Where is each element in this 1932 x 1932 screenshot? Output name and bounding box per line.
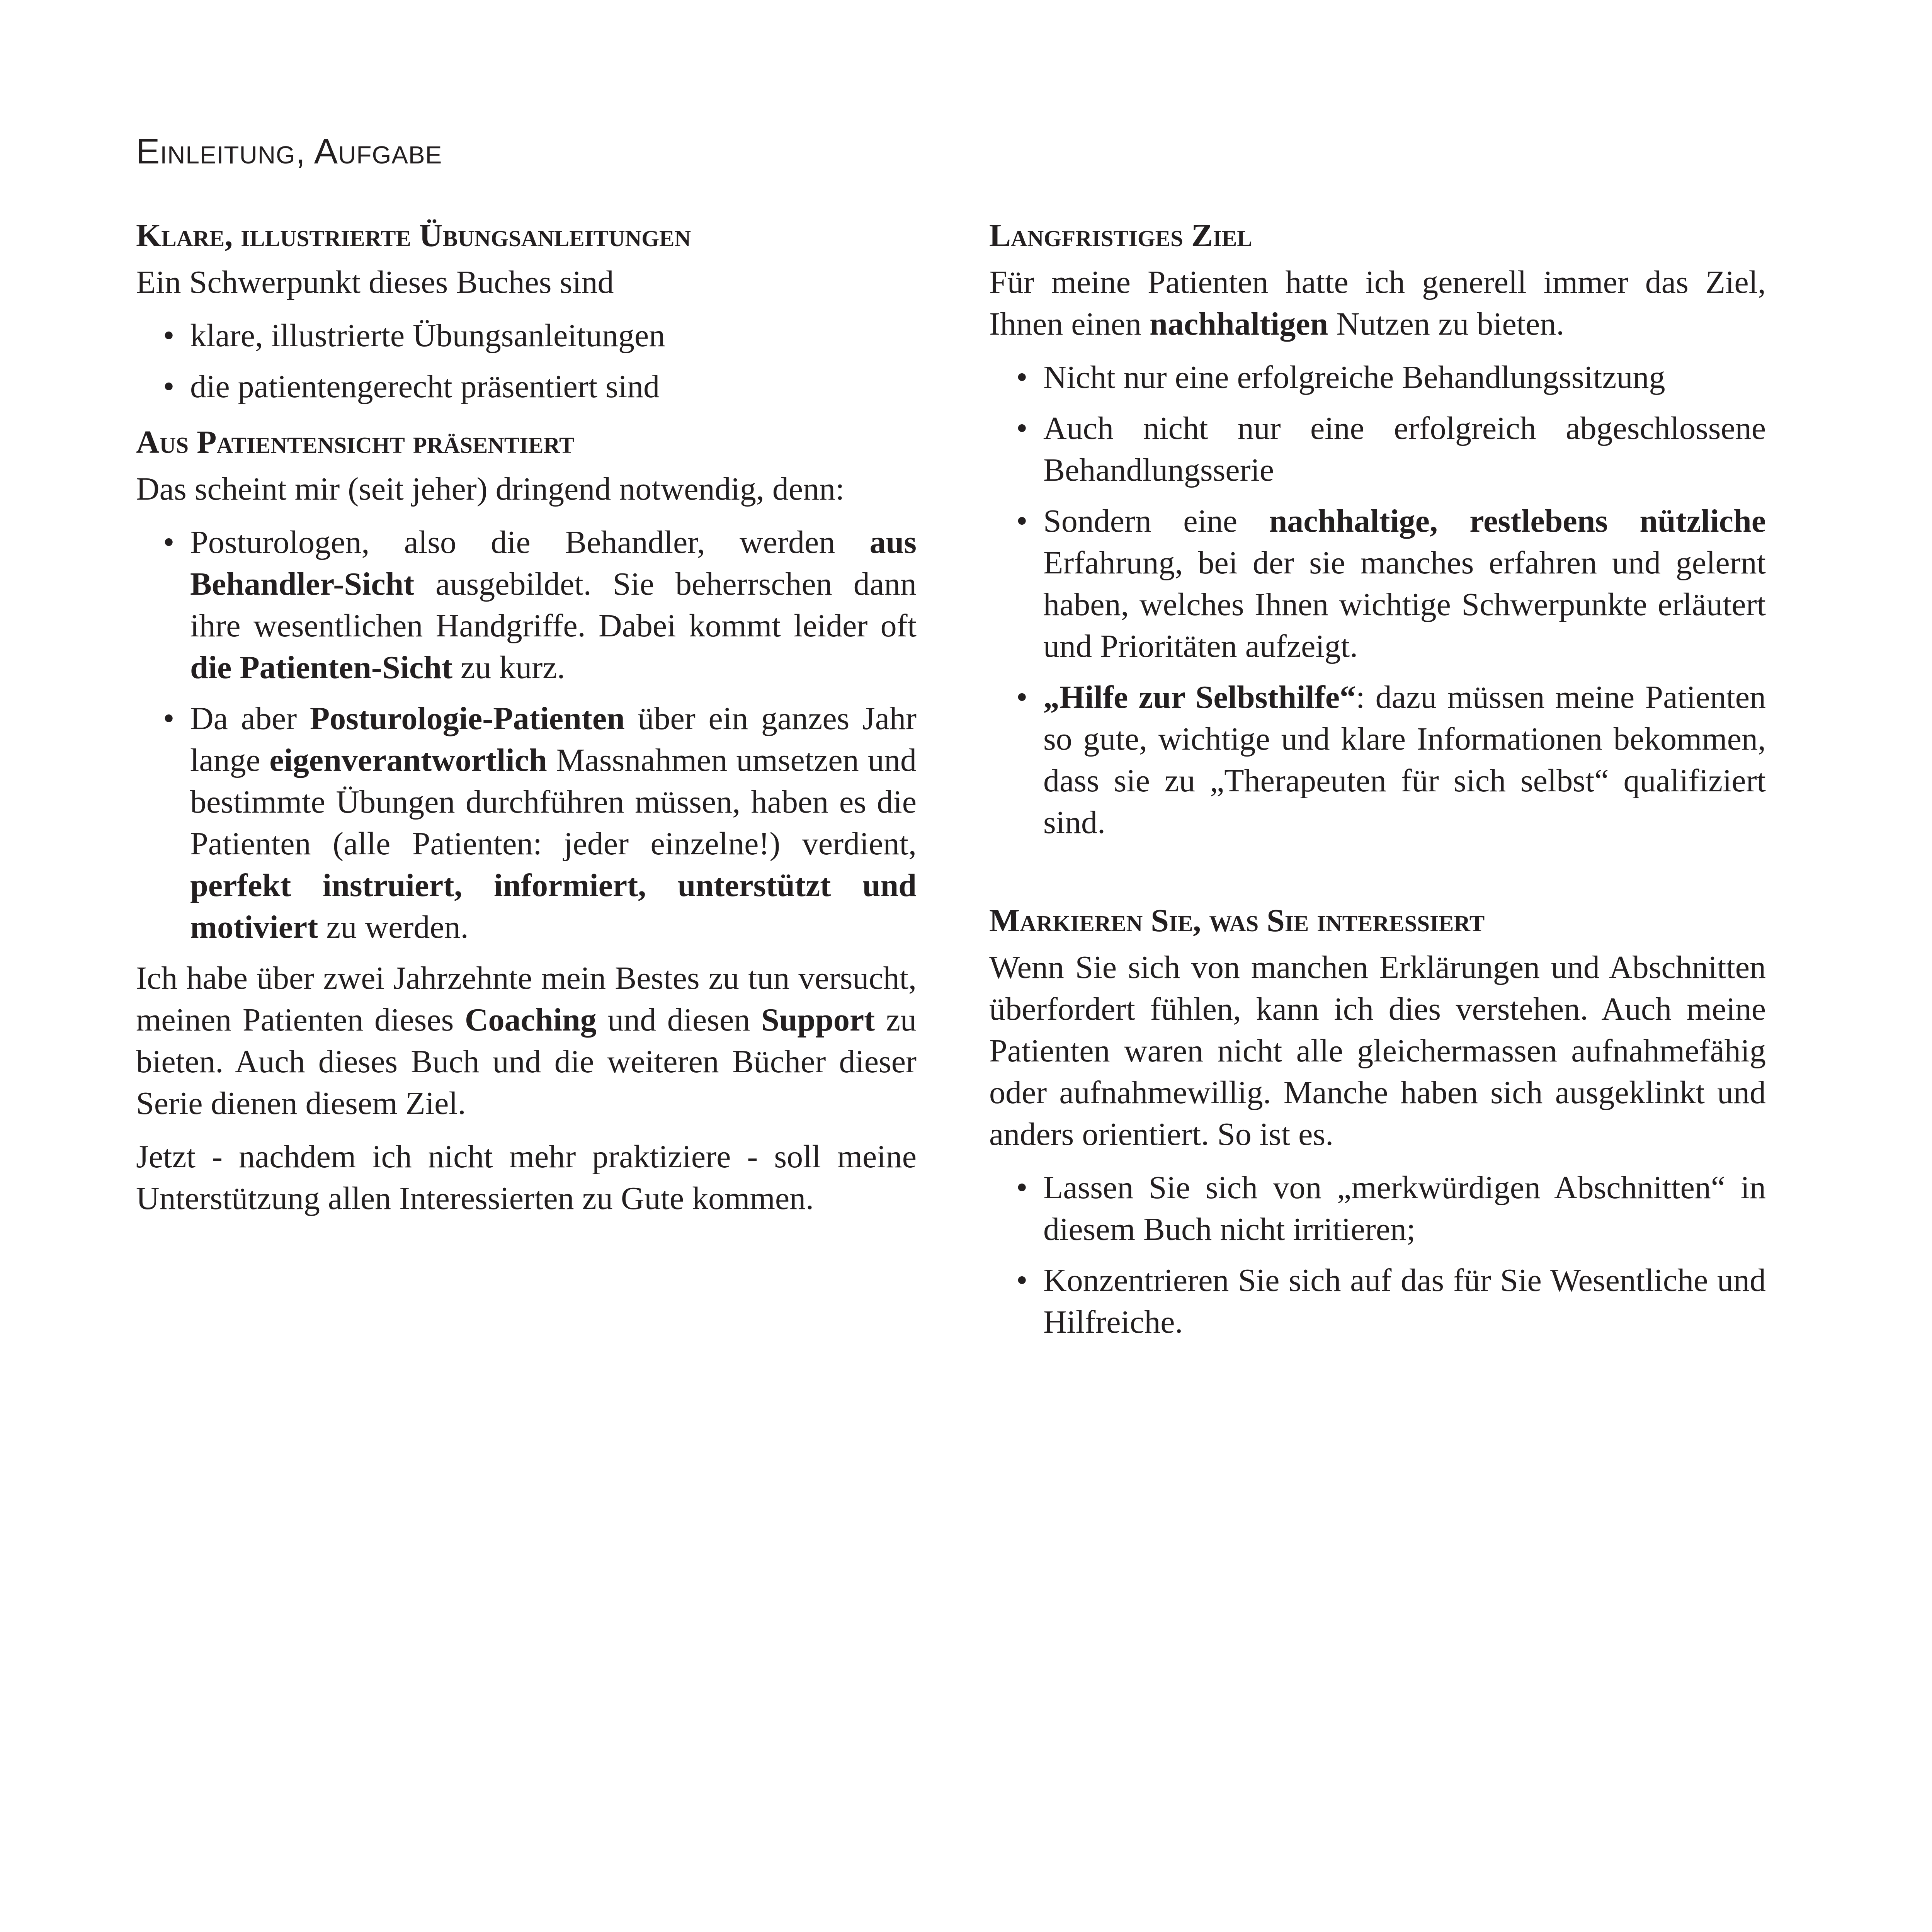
text-run: zu werden. (318, 909, 469, 945)
bullet-list (989, 357, 1766, 844)
text-run: ausgebildet. Sie beherrschen dann ihre wesentlichen Handgriffe. Dabei kommt leider oft (190, 566, 917, 644)
bold-text: aus Behandler-Sicht (190, 524, 917, 602)
text-run: : dazu müssen meine Patienten so gute, wichtige und klare Informationen bekommen, dass sie zu „Therapeuten für sich selbst“ qualifiziert sind. (1043, 679, 1766, 840)
bold-text: perfekt instruiert, informiert, unterstützt und motiviert (190, 867, 917, 945)
bold-text: Posturologie-Patienten (310, 700, 625, 736)
text-run: Da aber (190, 700, 310, 736)
paragraph (136, 957, 917, 1124)
text-run: Sondern eine (1043, 503, 1269, 539)
paragraph (989, 262, 1766, 345)
paragraph: Das scheint mir (seit jeher) dringend notwendig, denn: (136, 471, 845, 507)
list-item: • Konzentrieren Sie sich auf das für Sie Wesentliche und Hilfreiche. (989, 1260, 1766, 1343)
section-heading-patientensicht: Aus Patientensicht präsentiert (136, 424, 575, 460)
text-run: über ein ganzes Jahr lange (190, 700, 917, 778)
list-item: • Lassen Sie sich von „merkwürdigen Abschnitten“ in diesem Buch nicht irritieren; (989, 1167, 1766, 1250)
list-item (989, 500, 1766, 667)
bullet-list (989, 1167, 1766, 1343)
list-item: • klare, illustrierte Übungsanleitungen (136, 315, 917, 357)
text-run: Erfahrung, bei der sie manches erfahren und gelernt haben, welches Ihnen wichtige Schwerpunkte erläutert und Prioritäten aufzeigt. (1043, 544, 1766, 664)
bold-text: nachhaltigen (1150, 306, 1328, 342)
bold-text: Support (761, 1002, 875, 1038)
left-column (136, 216, 917, 1231)
text-run: Nutzen zu bieten. (1328, 306, 1565, 342)
text-run: zu bieten. Auch dieses Buch und die weiteren Bücher dieser Serie dienen diesem Ziel. (136, 1002, 917, 1121)
text-run: Posturologen, also die Behandler, werden (190, 524, 870, 560)
text-run: zu kurz. (452, 649, 565, 685)
bold-text: nachhaltige, restlebens nützliche (1269, 503, 1766, 539)
section-heading-markieren: Markieren Sie, was Sie interessiert (989, 902, 1485, 939)
bold-text: „Hilfe zur Selbsthilfe“ (1043, 679, 1356, 715)
list-item: • Nicht nur eine erfolgreiche Behandlungssitzung (989, 357, 1766, 398)
bold-text: Coaching (464, 1002, 597, 1038)
list-item (136, 698, 917, 948)
list-item: • die patientengerecht präsentiert sind (136, 366, 917, 408)
right-column (989, 216, 1766, 1352)
bold-text: eigenverantwortlich (269, 742, 547, 778)
bullet-list (136, 315, 917, 408)
running-head: Einleitung, Aufgabe (136, 132, 442, 171)
text-run: Massnahmen umsetzen und bestimmte Übungen durchführen müssen, haben es die Patienten (alle Patienten: jeder einzelne!) verdient, (190, 742, 917, 862)
section-heading-langfristiges-ziel: Langfristiges Ziel (989, 218, 1252, 253)
text-run: und diesen (596, 1002, 761, 1038)
list-item: • Auch nicht nur eine erfolgreich abgeschlossene Behandlungsserie (989, 408, 1766, 491)
section-heading-klare-anleitungen: Klare, illustrierte Übungsanleitungen (136, 218, 691, 253)
bullet-list (136, 522, 917, 948)
text-run: Ich habe über zwei Jahrzehnte mein Bestes zu tun versucht, meinen Patienten dieses (136, 960, 917, 1038)
list-item (136, 522, 917, 689)
text-run: Für meine Patienten hatte ich generell immer das Ziel, Ihnen einen (989, 264, 1766, 342)
list-item (989, 677, 1766, 844)
bold-text: die Patienten-Sicht (190, 649, 452, 685)
paragraph: Wenn Sie sich von manchen Erklärungen und Abschnitten überfordert fühlen, kann ich dies verstehen. Auch meine Patienten waren nicht alle gleichermassen aufnahmefähig oder aufnahmewillig. Manche haben sich ausgeklinkt und anders orientiert. So ist es. (989, 949, 1766, 1152)
paragraph: Jetzt - nachdem ich nicht mehr praktiziere - soll meine Unterstützung allen Interessierten zu Gute kommen. (136, 1138, 917, 1216)
paragraph: Ein Schwerpunkt dieses Buches sind (136, 264, 614, 300)
